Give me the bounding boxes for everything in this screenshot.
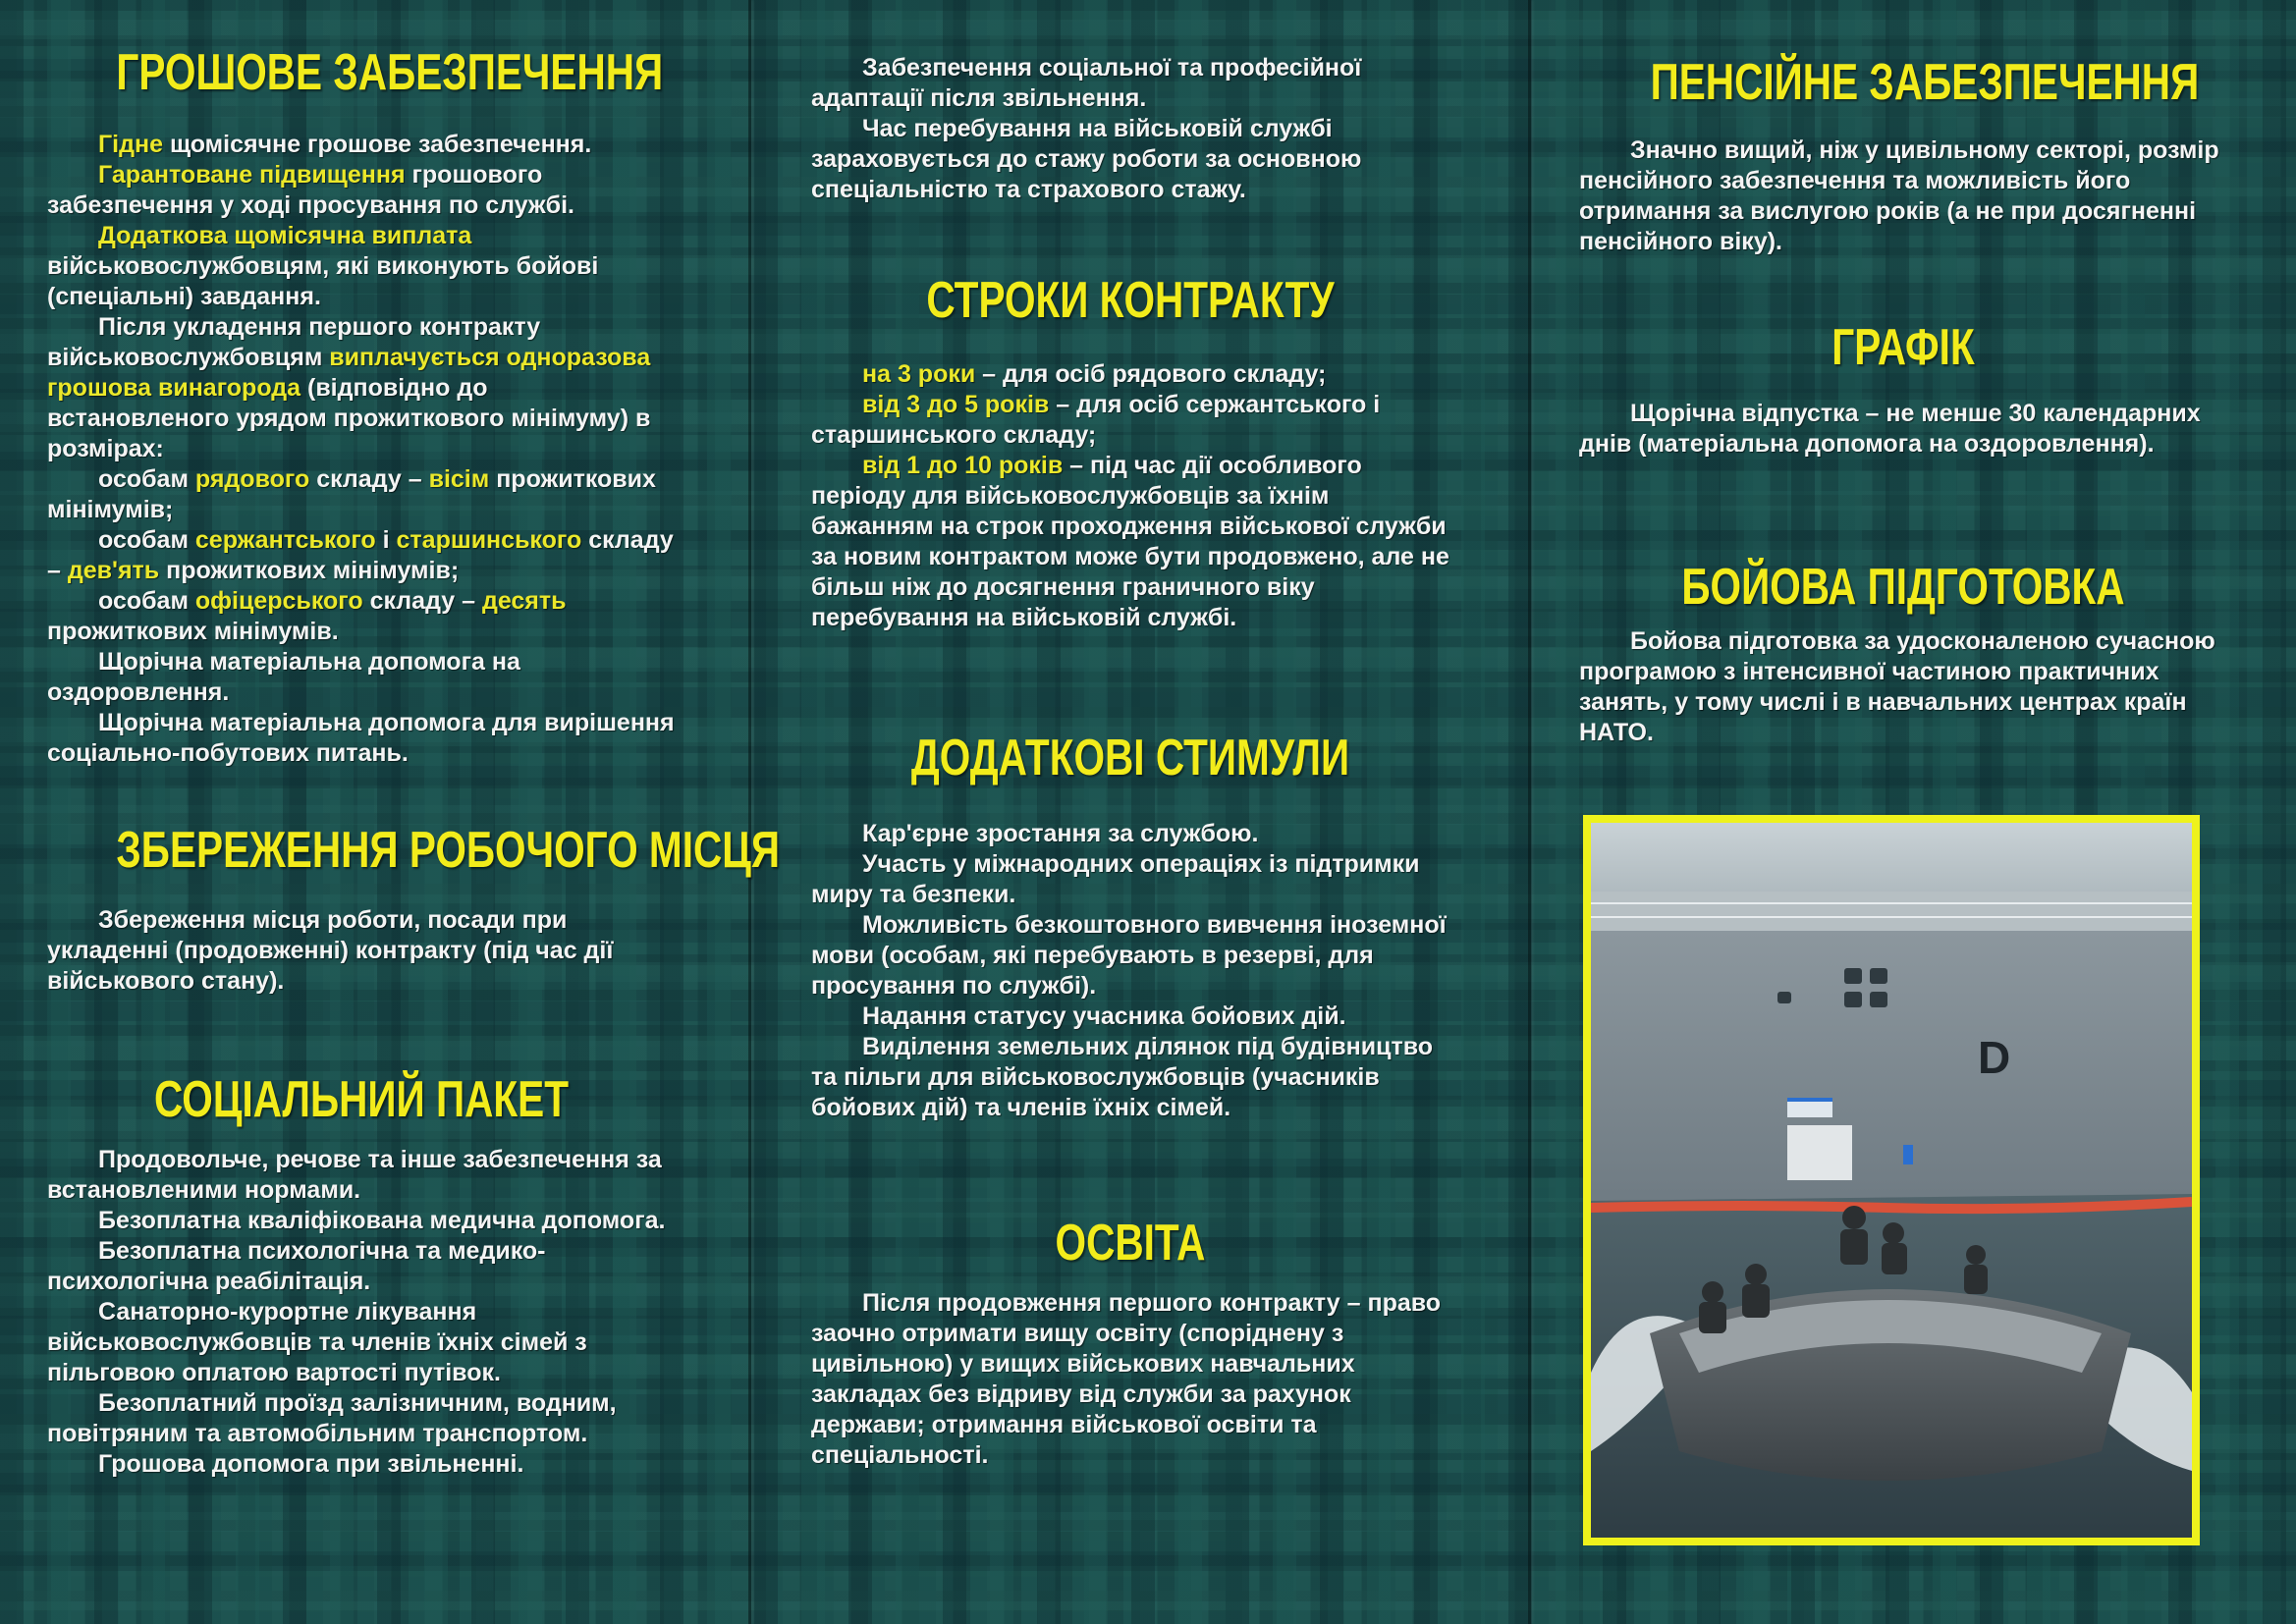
body-text: прожиткових мінімумів. [47,618,339,645]
body-text: Після укладення першого контракту військовослужбовцям [47,313,541,371]
section-body-social-package [47,1145,676,1480]
highlight-text: Гідне [98,131,163,158]
section-title-combat-training: БОЙОВА ПІДГОТОВКА [1681,559,2125,616]
body-text: військовослужбовцям, які виконують бойові (спеціальні) завдання. [47,252,599,310]
paragraph [811,359,1449,390]
section-body-workplace [47,905,676,997]
paragraph: Участь у міжнародних операціях із підтримки миру та безпеки. [811,850,1420,908]
paragraph [47,464,676,525]
paragraph: Забезпечення соціальної та професійної адаптації після звільнення. [811,54,1362,112]
highlight-text: рядового [194,465,310,493]
body-text: складу – [47,526,674,584]
paragraph [811,390,1449,451]
flag-stripe [1787,1098,1832,1102]
body-text: особам [98,587,195,615]
body-text: (відповідно до встановленого урядом прожиткового мінімуму) в розмірах: [47,374,651,462]
section-title-social-package: СОЦІАЛЬНИЙ ПАКЕТ [153,1071,570,1128]
section-title-pay: ГРОШОВЕ ЗАБЕЗПЕЧЕННЯ [116,44,664,101]
paragraph: Значно вищий, ніж у цивільному секторі, розмір пенсійного забезпечення та можливість його отримання за вислугою років (а не при досягненні пенсійного віку). [1579,136,2219,255]
photo-patrol-boat [1583,815,2200,1545]
paragraph: Виділення земельних ділянок під будівництво та пільги для військовослужбовців (учасників бойових дій) та членів їхніх сімей. [811,1033,1434,1121]
body-text: і [375,526,397,554]
paragraph [47,221,676,312]
body-text: особам [98,465,195,493]
highlight-text: вісім [428,465,490,493]
section-body-contract-terms [811,359,1449,633]
body-text: складу – [309,465,429,493]
paragraph [47,160,676,221]
paragraph: Безоплатна психологічна та медико-психологічна реабілітація. [47,1237,546,1295]
paragraph: Щорічна відпустка – не менше 30 календарних днів (матеріальна допомога на оздоровлення). [1579,400,2201,458]
highlight-text: старшинського [396,526,582,554]
section-body-schedule [1579,399,2227,460]
body-text: складу – [362,587,482,615]
fold-line-right [1528,0,1531,1624]
highlight-text: Гарантоване підвищення [98,161,406,189]
section-title-incentives: ДОДАТКОВІ СТИМУЛИ [910,730,1350,786]
body-text: грошового забезпечення у ході просування по службі. [47,161,574,219]
paragraph [811,451,1449,633]
section-body-adaptation [811,53,1449,205]
body-text: – під час дії особливого періоду для військовослужбовців за їхнім бажанням на строк проходження військової служби за новим контрактом може бути продовжено, але не більш ніж до досягнення граничного віку перебування на військовій службі. [811,452,1449,631]
paragraph: Надання статусу учасника бойових дій. [862,1002,1346,1030]
section-body-pension [1579,135,2227,257]
section-title-education: ОСВІТА [1055,1215,1206,1272]
highlight-text: на 3 роки [862,360,976,388]
section-body-incentives [811,819,1449,1123]
paragraph: Санаторно-курортне лікування військовослужбовців та членів їхніх сімей з пільговою оплатою вартості путівок. [47,1298,587,1386]
paragraph: Збереження місця роботи, посади при укладенні (продовженні) контракту (під час дії військового стану). [47,906,614,995]
paragraph [47,586,676,647]
highlight-text: дев'ять [67,557,160,584]
paragraph [47,130,676,160]
paragraph: Час перебування на військовій службі зараховується до стажу роботи за основною спеціальністю та страхового стажу. [811,115,1362,203]
hull-number: D [1978,1032,2011,1083]
highlight-text: десять [481,587,567,615]
paragraph: Щорічна матеріальна допомога для вирішення соціально-побутових питань. [47,709,675,767]
paragraph: Безоплатний проїзд залізничним, водним, повітряним та автомобільним транспортом. [47,1389,617,1447]
body-text: – для осіб сержантського і старшинського складу; [811,391,1381,449]
paragraph [47,312,676,464]
highlight-text: від 1 до 10 років [862,452,1064,479]
panel-middle [811,0,1449,1624]
highlight-text: Додаткова щомісячна виплата [98,222,472,249]
section-title-schedule: ГРАФІК [1831,319,1975,376]
body-text: щомісячне грошове забезпечення. [163,131,592,158]
highlight-text: офіцерського [194,587,363,615]
paragraph: Грошова допомога при звільненні. [98,1450,524,1478]
section-body-combat-training [1579,626,2227,748]
body-text: прожиткових мінімумів; [159,557,460,584]
body-text: прожиткових мінімумів; [47,465,656,523]
section-title-contract-terms: СТРОКИ КОНТРАКТУ [926,272,1335,329]
paragraph: Продовольче, речове та інше забезпечення за встановленими нормами. [47,1146,662,1204]
section-title-workplace: ЗБЕРЕЖЕННЯ РОБОЧОГО МІСЦЯ [116,822,781,879]
boat-illustration [1591,823,2192,1538]
paragraph: Можливість безкоштовного вивчення іноземної мови (особам, які перебувають в резерві, для просування по службі). [811,911,1447,1000]
blue-beacon [1903,1145,1913,1164]
paragraph: Бойова підготовка за удосконаленою сучасною програмою з інтенсивної частиною практичних занять, у тому числі і в навчальних центрах країн НАТО. [1579,627,2215,746]
ship-deck-rail [1591,892,2192,931]
section-body-pay [47,130,676,769]
ship-hull [1591,931,2192,1216]
section-body-education [811,1288,1449,1471]
paragraph: Кар'єрне зростання за службою. [862,820,1259,847]
boat-console [1787,1125,1852,1180]
paragraph [47,525,676,586]
body-text: – для осіб рядового складу; [975,360,1327,388]
highlight-text: виплачується одноразова грошова винагорода [47,344,651,402]
paragraph: Після продовження першого контракту – право заочно отримати вищу освіту (споріднену з цивільною) у вищих військових навчальних закладах без відриву від служби за рахунок держави; отримання військової освіти та спеціальності. [811,1289,1442,1469]
highlight-text: від 3 до 5 років [862,391,1050,418]
paragraph: Щорічна матеріальна допомога на оздоровлення. [47,648,520,706]
paragraph: Безоплатна кваліфікована медична допомога. [98,1207,666,1234]
panel-left [47,0,781,1624]
section-title-pension: ПЕНСІЙНЕ ЗАБЕЗПЕЧЕННЯ [1650,54,2200,111]
highlight-text: сержантського [194,526,376,554]
fold-line-left [748,0,751,1624]
body-text: особам [98,526,195,554]
